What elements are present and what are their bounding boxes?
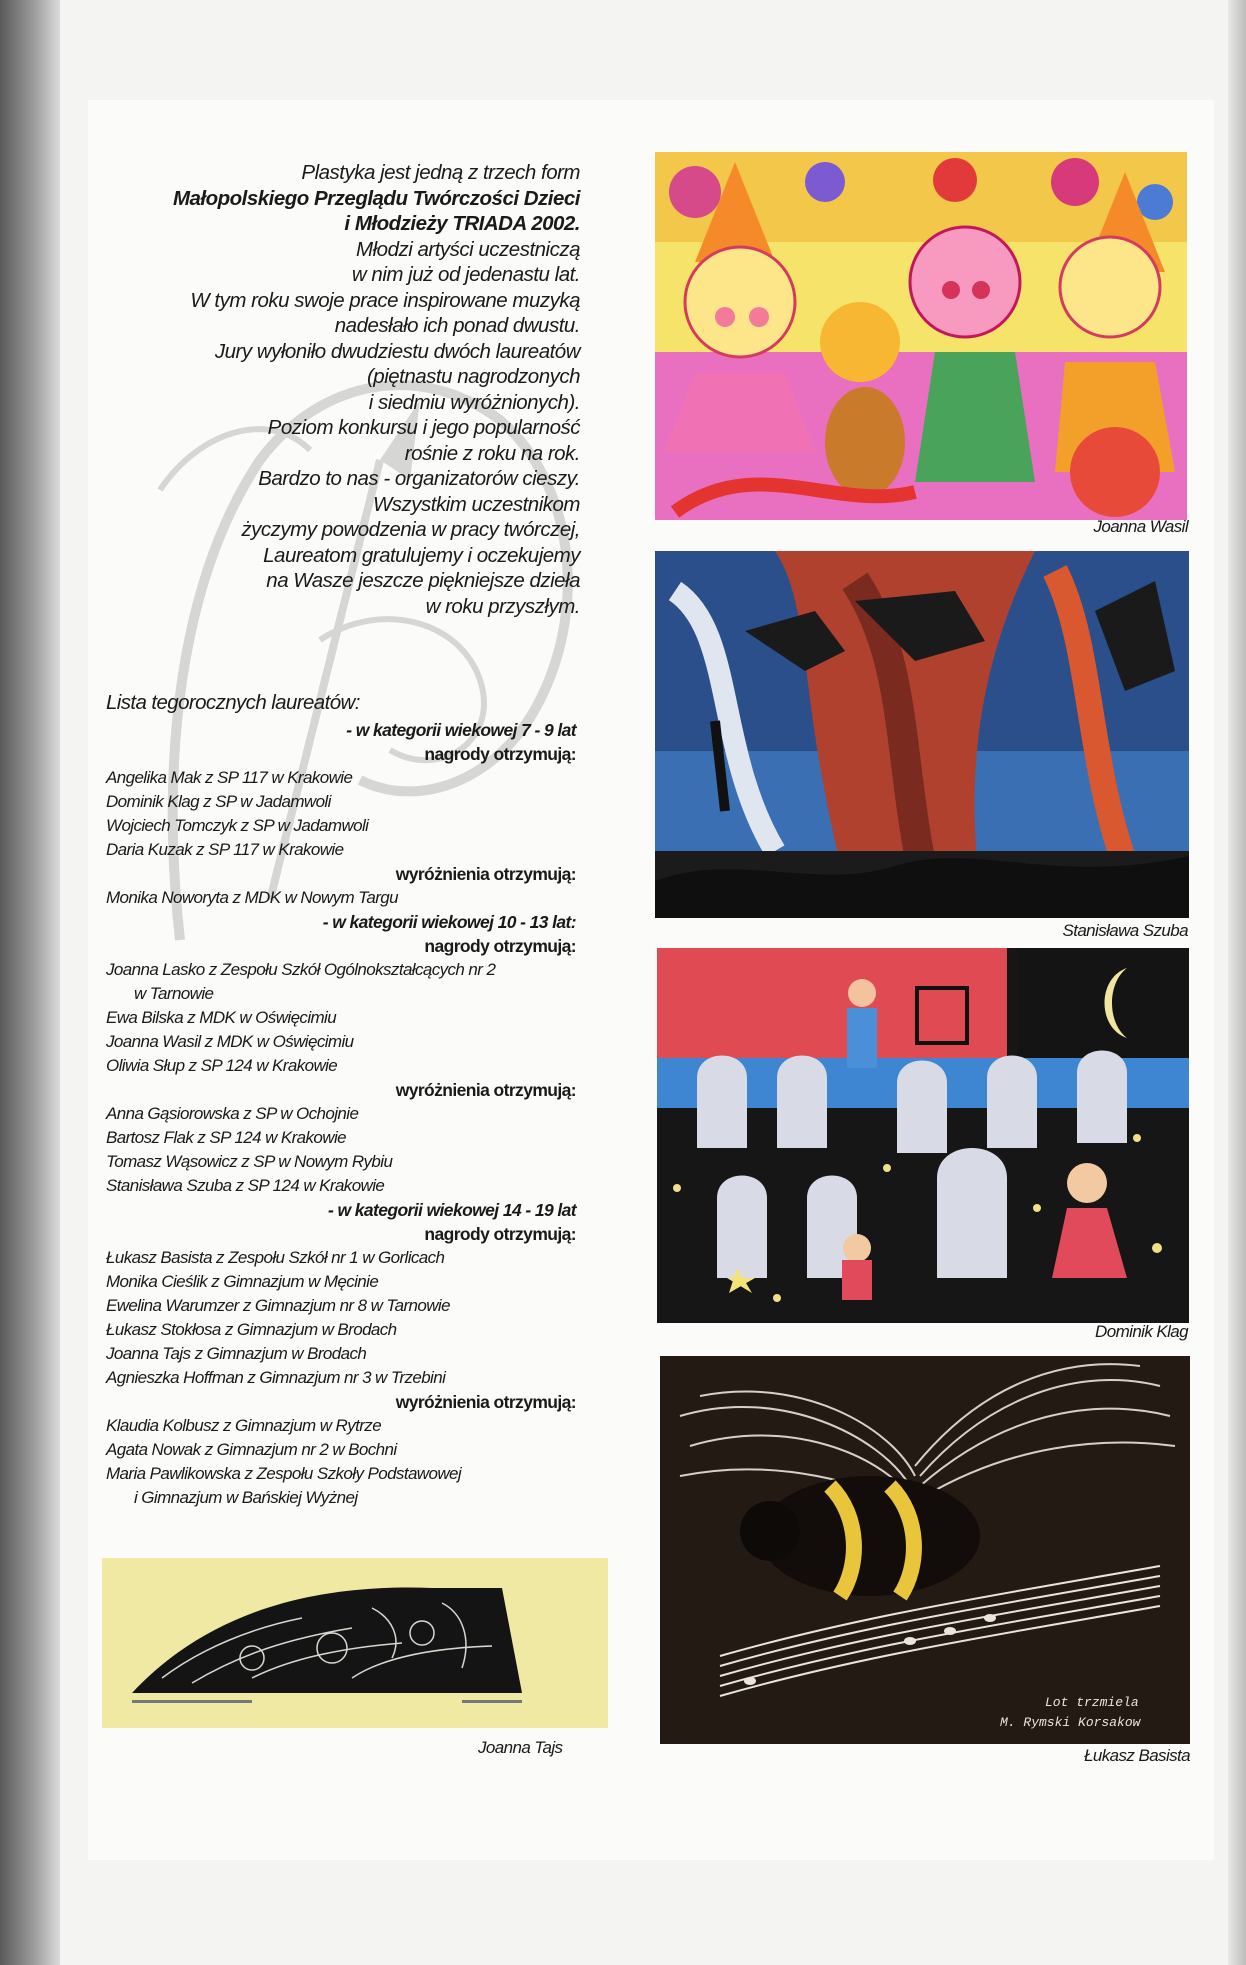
painting-inscription-title: Lot trzmiela bbox=[1045, 1695, 1139, 1710]
intro-line: Młodzi artyści uczestniczą bbox=[356, 237, 580, 261]
laureate-item: Oliwia Słup z SP 124 w Krakowie bbox=[106, 1056, 338, 1075]
laureate-item: Klaudia Kolbusz z Gimnazjum w Rytrze bbox=[106, 1416, 382, 1435]
award-heading: wyróżnienia otrzymują: bbox=[395, 1080, 576, 1100]
intro-line: nadesłało ich ponad dwustu. bbox=[334, 314, 580, 337]
laureate-item: Monika Cieślik z Gimnazjum w Męcinie bbox=[106, 1272, 379, 1291]
intro-line: w roku przyszłym. bbox=[425, 594, 580, 618]
intro-line: Małopolskiego Przeglądu Twórczości Dzieci bbox=[172, 186, 580, 210]
page-edge bbox=[1228, 0, 1246, 1965]
laureate-item: w Tarnowie bbox=[134, 984, 214, 1003]
award-heading: nagrody otrzymują: bbox=[424, 936, 576, 956]
ghosts-night-painting-icon bbox=[657, 948, 1189, 1323]
caption-lukasz-basista: Łukasz Basista bbox=[1084, 1746, 1190, 1765]
award-heading: wyróżnienia otrzymują: bbox=[395, 1392, 576, 1412]
artwork-joanna-wasil bbox=[655, 152, 1187, 520]
laureate-item: i Gimnazjum w Bańskiej Wyżnej bbox=[134, 1488, 358, 1507]
caption-joanna-wasil: Joanna Wasil bbox=[1093, 517, 1188, 536]
award-heading: wyróżnienia otrzymują: bbox=[395, 864, 576, 884]
intro-line: na Wasze jeszcze piękniejsze dzieła bbox=[266, 569, 580, 592]
intro-line: rośnie z roku na rok. bbox=[404, 441, 580, 465]
laureate-item: Maria Pawlikowska z Zespołu Szkoły Podstawowej bbox=[106, 1464, 462, 1483]
intro-line: Jury wyłoniło dwudziestu dwóch laureatów bbox=[214, 339, 580, 363]
intro-line: życzymy powodzenia w pracy twórczej, bbox=[241, 518, 580, 541]
award-heading: nagrody otrzymują: bbox=[424, 1224, 576, 1244]
intro-line: i Młodzieży TRIADA 2002. bbox=[344, 212, 580, 235]
caption-joanna-tajs: Joanna Tajs bbox=[478, 1738, 563, 1757]
intro-paragraph bbox=[110, 160, 580, 619]
bumblebee-painting-icon bbox=[660, 1356, 1190, 1744]
caption-stanislawa-szuba: Stanisława Szuba bbox=[1062, 921, 1188, 940]
laureate-item: Wojciech Tomczyk z SP w Jadamwoli bbox=[106, 816, 369, 835]
laureate-item: Dominik Klag z SP w Jadamwoli bbox=[106, 792, 331, 811]
laureate-item: Joanna Tajs z Gimnazjum w Brodach bbox=[106, 1344, 367, 1363]
laureate-item: Anna Gąsiorowska z SP w Ochojnie bbox=[106, 1104, 359, 1123]
intro-line: Laureatom gratulujemy i oczekujemy bbox=[263, 543, 580, 567]
linocut-print-icon bbox=[102, 1558, 608, 1728]
intro-line: W tym roku swoje prace inspirowane muzyką bbox=[190, 288, 580, 312]
intro-line: (piętnastu nagrodzonych bbox=[366, 365, 580, 388]
laureate-item: Angelika Mak z SP 117 w Krakowie bbox=[106, 768, 353, 787]
intro-line: Poziom konkursu i jego popularność bbox=[267, 416, 580, 439]
artwork-joanna-tajs bbox=[102, 1558, 608, 1728]
list-lead: Lista tegorocznych laureatów: bbox=[106, 691, 360, 714]
artwork-lukasz-basista bbox=[660, 1356, 1190, 1744]
intro-line: Plastyka jest jedną z trzech form bbox=[301, 161, 580, 184]
laureate-item: Monika Noworyta z MDK w Nowym Targu bbox=[106, 888, 399, 907]
artwork-dominik-klag bbox=[657, 948, 1189, 1323]
laureate-item: Stanisława Szuba z SP 124 w Krakowie bbox=[106, 1176, 385, 1195]
intro-line: Bardzo to nas - organizatorów cieszy. bbox=[258, 467, 580, 490]
laureate-item: Tomasz Wąsowicz z SP w Nowym Rybiu bbox=[106, 1152, 393, 1171]
laureate-item: Joanna Wasil z MDK w Oświęcimiu bbox=[106, 1032, 354, 1051]
age-category-heading: - w kategorii wiekowej 7 - 9 lat bbox=[346, 720, 576, 740]
age-category-heading: - w kategorii wiekowej 10 - 13 lat: bbox=[322, 912, 576, 932]
intro-line: w nim już od jedenastu lat. bbox=[351, 263, 580, 286]
laureate-item: Daria Kuzak z SP 117 w Krakowie bbox=[106, 840, 344, 859]
children-dancing-painting-icon bbox=[655, 152, 1187, 520]
intro-line: Wszystkim uczestnikom bbox=[372, 492, 580, 516]
laureate-item: Agata Nowak z Gimnazjum nr 2 w Bochni bbox=[106, 1440, 397, 1459]
artwork-stanislawa-szuba bbox=[655, 551, 1189, 918]
intro-line: i siedmiu wyróżnionych). bbox=[368, 390, 580, 414]
dark-forest-painting-icon bbox=[655, 551, 1189, 918]
book-spine-shadow bbox=[0, 0, 60, 1965]
laureate-item: Agnieszka Hoffman z Gimnazjum nr 3 w Trzebini bbox=[106, 1368, 446, 1387]
laureate-item: Łukasz Basista z Zespołu Szkół nr 1 w Gorlicach bbox=[106, 1248, 445, 1267]
laureate-item: Ewa Bilska z MDK w Oświęcimiu bbox=[106, 1008, 337, 1027]
laureate-item: Joanna Lasko z Zespołu Szkół Ogólnokształcących nr 2 bbox=[106, 960, 496, 979]
painting-inscription-author: M. Rymski Korsakow bbox=[1000, 1715, 1141, 1730]
age-category-heading: - w kategorii wiekowej 14 - 19 lat bbox=[327, 1200, 576, 1220]
caption-dominik-klag: Dominik Klag bbox=[1095, 1322, 1188, 1341]
laureate-item: Łukasz Stokłosa z Gimnazjum w Brodach bbox=[106, 1320, 397, 1339]
laureate-item: Ewelina Warumzer z Gimnazjum nr 8 w Tarnowie bbox=[106, 1296, 450, 1315]
laureate-item: Bartosz Flak z SP 124 w Krakowie bbox=[106, 1128, 346, 1147]
award-heading: nagrody otrzymują: bbox=[424, 744, 576, 764]
laureates-list bbox=[106, 688, 576, 1510]
